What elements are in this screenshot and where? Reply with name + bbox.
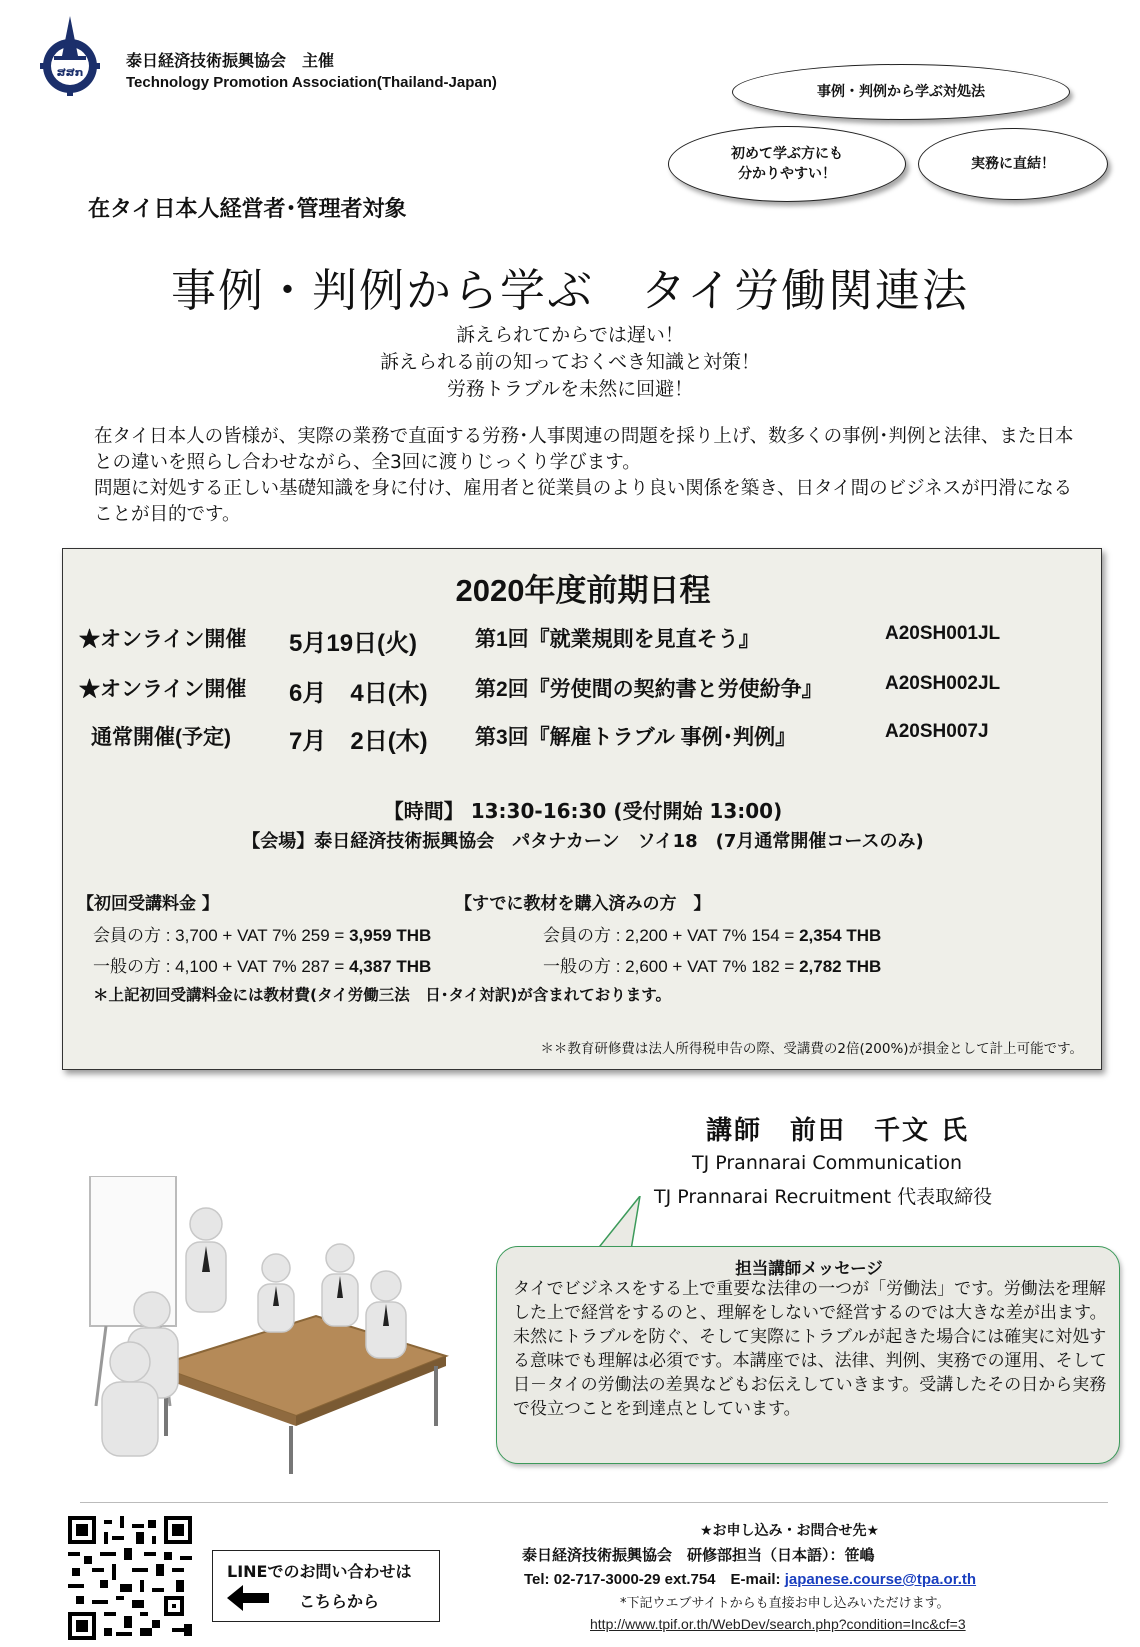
lecturer-message-box xyxy=(496,1246,1120,1464)
line-contact-text: LINEでのお問い合わせは xyxy=(227,1562,412,1581)
session-date: 5月19日(火) xyxy=(289,630,418,657)
contact-organization: 泰日経済技術振興協会 研修部担当（日本語）：笹嶋 xyxy=(522,1546,875,1564)
session-venue: 【会場】泰日経済技術振興協会 パタナカーン ソイ18 (7月通常開催コースのみ) xyxy=(242,831,924,852)
schedule-title: 2020年度前期日程 xyxy=(455,573,711,608)
feature-bubble-practical xyxy=(918,128,1108,200)
lecturer-company-2: TJ Prannarai Recruitment 代表取締役 xyxy=(654,1186,993,1208)
fee-calc: : 2,600 + VAT 7% 182 = xyxy=(611,957,800,976)
fee-calc: : 2,200 + VAT 7% 154 = xyxy=(611,926,800,945)
logo-text: ສສກ xyxy=(56,66,84,79)
session-title: 第1回『就業規則を見直そう』 xyxy=(475,628,760,651)
tagline-1: 訴えられてからでは遅い！ xyxy=(456,324,684,346)
session-type: ★オンライン開催 xyxy=(79,628,247,651)
session-code: A20SH001JL xyxy=(885,623,1001,644)
footer-divider xyxy=(80,1502,1108,1503)
fee-first-general xyxy=(93,952,431,977)
fee-owned-general xyxy=(543,952,881,977)
bubble-text: 事例・判例から学ぶ対処法 xyxy=(817,84,985,100)
session-title: 第3回『解雇トラブル 事例･判例』 xyxy=(475,726,797,749)
qr-code-icon[interactable] xyxy=(68,1516,192,1640)
message-body: タイでビジネスをする上で重要な法律の一つが「労働法」です。労働法を理解した上で経営をするのと、理解をしないで経営するのでは大きな差が出ます。未然にトラブルを防ぐ、そして実際にトラブルが起きた場合には確実に対処する意味でも理解は必須です。本講座では、法律、判例、実務での運用、そして日－タイの労働法の差異などもお伝えしていきます。受講したその日から実務で役立つことを到達点としています。 xyxy=(513,1279,1107,1419)
fee-note: ＊上記初回受講料金には教材費(タイ労働三法 日･タイ対訳)が含まれております。 xyxy=(93,986,672,1004)
session-date: 6月 4日(木) xyxy=(289,680,428,707)
contact-phone-email xyxy=(524,1568,976,1589)
tagline-2: 訴えられる前の知っておくべき知識と対策！ xyxy=(379,351,760,373)
fee-total: 2,782 THB xyxy=(799,957,882,976)
tax-note: ＊＊教育研修費は法人所得税申告の際、受講費の2倍(200%)が損金として計上可能です。 xyxy=(540,1041,1083,1057)
target-audience: 在タイ日本人経営者･管理者対象 xyxy=(88,197,407,222)
intro-paragraph-2: 問題に対処する正しい基礎知識を身に付け、雇用者と従業員のより良い関係を築き、日タイ間のビジネスが円滑になることが目的です。 xyxy=(94,478,1073,525)
organizer-en: Technology Promotion Association(Thailand-Japan) xyxy=(126,74,497,91)
page-title: 事例・判例から学ぶ タイ労働関連法 xyxy=(170,264,970,317)
fee-owned-member xyxy=(543,921,881,946)
website-link[interactable]: http://www.tpif.or.th/WebDev/search.php?condition=Inc&cf=3 xyxy=(590,1616,966,1632)
arrow-left-icon xyxy=(227,1583,269,1613)
fee-calc: : 3,700 + VAT 7% 259 = xyxy=(161,926,350,945)
email-link[interactable]: japanese.course@tpa.or.th xyxy=(784,1571,977,1588)
tagline-3: 労務トラブルを未然に回避！ xyxy=(446,378,694,400)
fee-total: 3,959 THB xyxy=(349,926,432,945)
fee-heading-owned: 【すでに教材を購入済みの方 】 xyxy=(455,894,711,914)
intro-paragraph-1: 在タイ日本人の皆様が、実際の業務で直面する労務･人事関連の問題を採り上げ、数多くの事例･判例と法律、また日本との違いを照らし合わせながら、全3回に渡りじっくり学びます。 xyxy=(94,426,1074,473)
bubble-text: 実務に直結！ xyxy=(971,156,1055,172)
session-time: 【時間】 13:30-16:30 (受付開始 13:00) xyxy=(383,799,783,823)
session-title: 第2回『労使間の契約書と労使紛争』 xyxy=(475,678,823,701)
contact-note: *下記ウエブサイトからも直接お申し込みいただけます。 xyxy=(620,1596,950,1611)
session-date: 7月 2日(木) xyxy=(289,728,428,755)
message-title: 担当講師メッセージ xyxy=(735,1259,883,1278)
session-code: A20SH002JL xyxy=(885,673,1001,694)
fee-calc: : 4,100 + VAT 7% 287 = xyxy=(161,957,350,976)
contact-phone: Tel: 02-717-3000-29 ext.754 E-mail: xyxy=(524,1571,785,1588)
fee-label: 一般の方 xyxy=(543,957,611,976)
fee-heading-first: 【初回受講料金 】 xyxy=(77,894,219,914)
fee-label: 一般の方 xyxy=(93,957,161,976)
organizer-jp: 泰日経済技術振興協会 主催 xyxy=(126,51,335,70)
fee-label: 会員の方 xyxy=(543,926,611,945)
session-type: ★オンライン開催 xyxy=(79,678,247,701)
tpa-logo xyxy=(38,16,102,96)
bubble-text-line1: 初めて学ぶ方にも xyxy=(731,146,843,162)
lecturer-company-1: TJ Prannarai Communication xyxy=(692,1152,963,1174)
line-contact-box[interactable] xyxy=(212,1550,440,1622)
lecturer-name: 講師 前田 千文 氏 xyxy=(706,1116,970,1146)
meeting-illustration xyxy=(86,1176,468,1474)
schedule-box xyxy=(62,548,1102,1070)
fee-total: 4,387 THB xyxy=(349,957,432,976)
feature-bubble-beginners xyxy=(668,126,906,202)
session-type: 通常開催(予定) xyxy=(91,726,231,749)
session-code: A20SH007J xyxy=(885,721,989,742)
fee-label: 会員の方 xyxy=(93,926,161,945)
fee-total: 2,354 THB xyxy=(799,926,882,945)
feature-bubble-cases xyxy=(732,64,1070,120)
contact-heading: ★お申し込み・お問合せ先★ xyxy=(700,1523,880,1539)
fee-first-member xyxy=(93,921,431,946)
line-contact-link: こちらから xyxy=(299,1592,380,1611)
bubble-text-line2: 分かりやすい！ xyxy=(738,166,836,182)
